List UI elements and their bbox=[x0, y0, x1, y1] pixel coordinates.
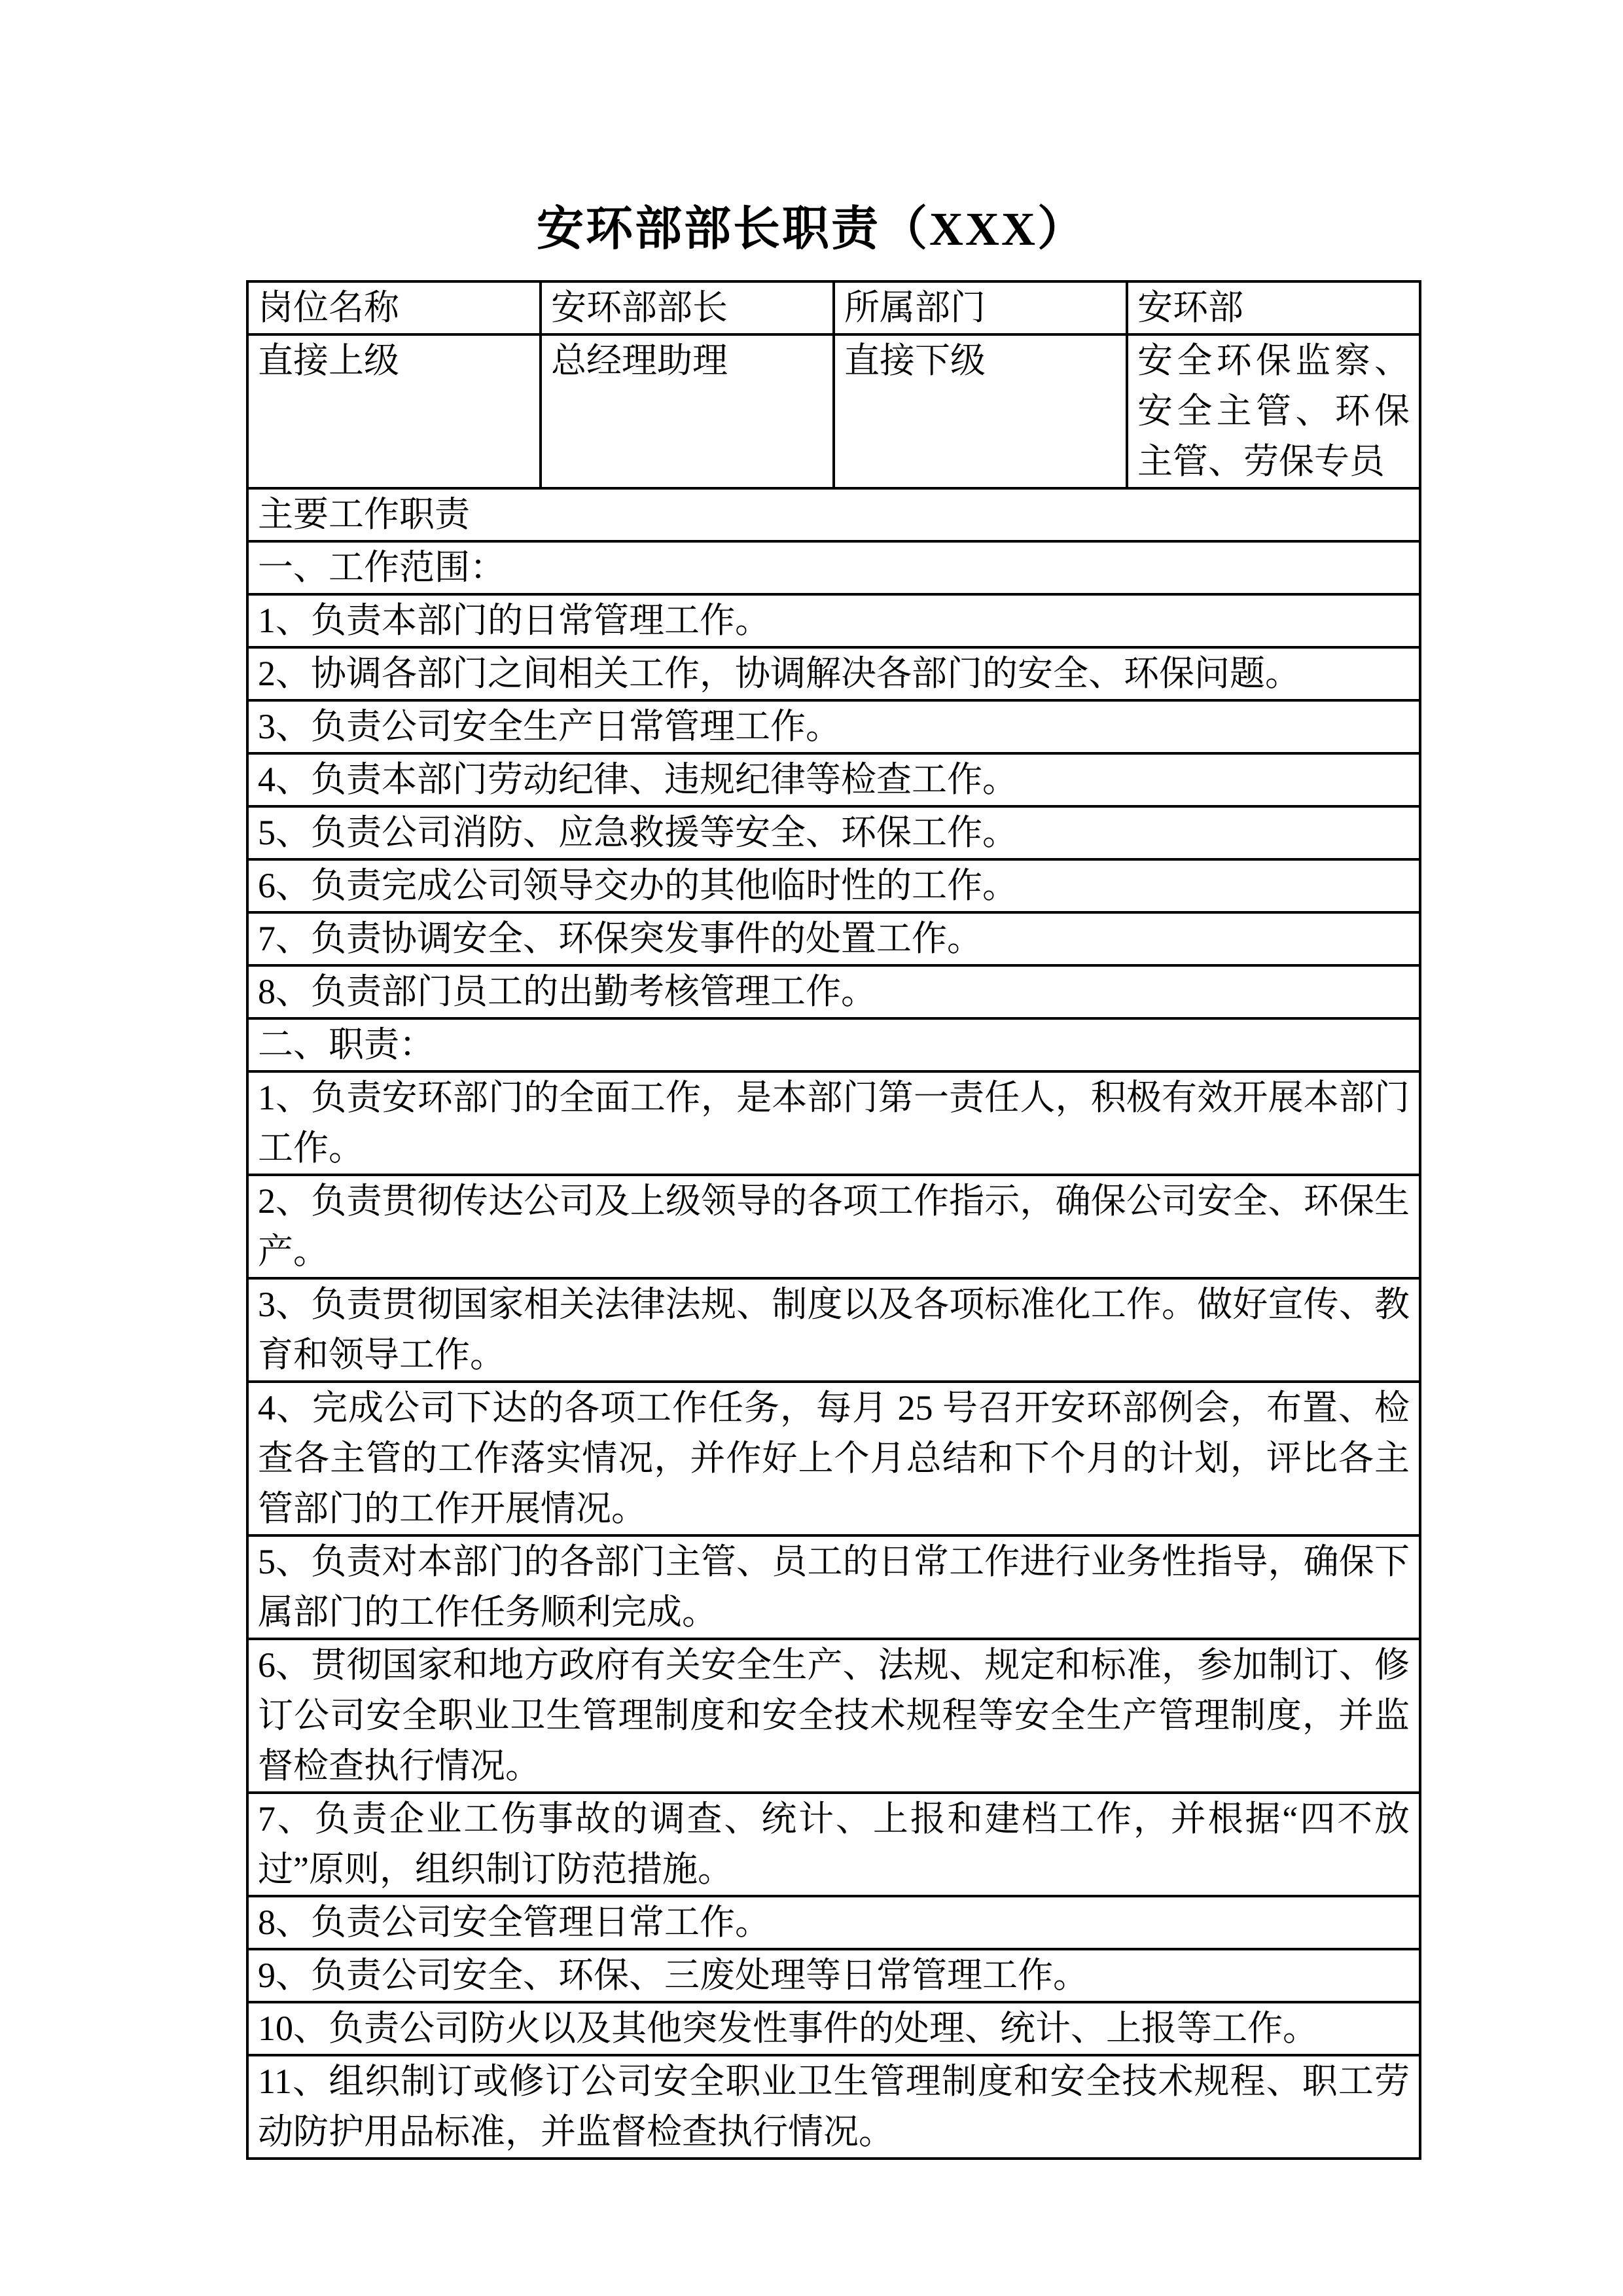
duty-item-row bbox=[247, 1071, 1420, 1175]
duty-item-row bbox=[247, 1793, 1420, 1896]
duty-item-cell: 5、负责对本部门的各部门主管、员工的日常工作进行业务性指导，确保下属部门的工作任务顺利完成。 bbox=[247, 1535, 1420, 1639]
info-row bbox=[247, 334, 1420, 488]
duty-item-cell: 4、完成公司下达的各项工作任务，每月 25 号召开安环部例会，布置、检查各主管的工作落实情况，并作好上个月总结和下个月的计划，评比各主管部门的工作开展情况。 bbox=[247, 1382, 1420, 1535]
duty-item-cell: 3、负责公司安全生产日常管理工作。 bbox=[247, 700, 1420, 753]
duty-item-row bbox=[247, 912, 1420, 965]
duty-item-cell: 9、负责公司安全、环保、三废处理等日常管理工作。 bbox=[247, 1949, 1420, 2002]
document-title: 安环部部长职责（XXX） bbox=[537, 203, 1086, 255]
duty-item-row bbox=[247, 594, 1420, 647]
duty-item-cell: 1、负责本部门的日常管理工作。 bbox=[247, 594, 1420, 647]
section-header-row bbox=[247, 488, 1420, 541]
info-value-cell: 安全环保监察、安全主管、环保主管、劳保专员 bbox=[1127, 334, 1420, 488]
duty-item-cell: 2、协调各部门之间相关工作，协调解决各部门的安全、环保问题。 bbox=[247, 647, 1420, 700]
duty-item-row bbox=[247, 1175, 1420, 1278]
duty-item-cell: 8、负责部门员工的出勤考核管理工作。 bbox=[247, 965, 1420, 1018]
duty-item-cell: 10、负责公司防火以及其他突发性事件的处理、统计、上报等工作。 bbox=[247, 2002, 1420, 2055]
info-row bbox=[247, 281, 1420, 334]
info-label-cell: 岗位名称 bbox=[247, 281, 541, 334]
section-heading-cell: 一、工作范围： bbox=[247, 541, 1420, 594]
info-value-cell: 安环部部长 bbox=[541, 281, 834, 334]
duty-item-cell: 5、负责公司消防、应急救援等安全、环保工作。 bbox=[247, 806, 1420, 859]
duty-item-cell: 11、组织制订或修订公司安全职业卫生管理制度和安全技术规程、职工劳动防护用品标准，并监督检查执行情况。 bbox=[247, 2055, 1420, 2159]
duty-item-row bbox=[247, 2002, 1420, 2055]
duty-item-row bbox=[247, 1639, 1420, 1793]
duty-item-row bbox=[247, 1382, 1420, 1535]
duty-item-row bbox=[247, 2055, 1420, 2159]
info-value-cell: 总经理助理 bbox=[541, 334, 834, 488]
duty-item-cell: 2、负责贯彻传达公司及上级领导的各项工作指示，确保公司安全、环保生产。 bbox=[247, 1175, 1420, 1278]
duty-item-row bbox=[247, 753, 1420, 806]
job-duty-table-body bbox=[247, 281, 1420, 2159]
duty-item-cell: 4、负责本部门劳动纪律、违规纪律等检查工作。 bbox=[247, 753, 1420, 806]
duty-item-row bbox=[247, 700, 1420, 753]
duty-item-row bbox=[247, 859, 1420, 912]
duty-item-row bbox=[247, 806, 1420, 859]
duty-item-cell: 6、贯彻国家和地方政府有关安全生产、法规、规定和标准，参加制订、修订公司安全职业卫生管理制度和安全技术规程等安全生产管理制度，并监督检查执行情况。 bbox=[247, 1639, 1420, 1793]
info-label-cell: 所属部门 bbox=[834, 281, 1127, 334]
duty-item-row bbox=[247, 1949, 1420, 2002]
duty-item-cell: 1、负责安环部门的全面工作，是本部门第一责任人，积极有效开展本部门工作。 bbox=[247, 1071, 1420, 1175]
info-label-cell: 直接上级 bbox=[247, 334, 541, 488]
duty-item-cell: 6、负责完成公司领导交办的其他临时性的工作。 bbox=[247, 859, 1420, 912]
duty-item-row bbox=[247, 647, 1420, 700]
duty-item-cell: 7、负责协调安全、环保突发事件的处置工作。 bbox=[247, 912, 1420, 965]
job-duty-table bbox=[246, 280, 1421, 2160]
info-value-cell: 安环部 bbox=[1127, 281, 1420, 334]
section-header-cell: 主要工作职责 bbox=[247, 488, 1420, 541]
info-label-cell: 直接下级 bbox=[834, 334, 1127, 488]
section-heading-cell: 二、职责： bbox=[247, 1018, 1420, 1071]
duty-item-row bbox=[247, 1896, 1420, 1949]
section-heading-row bbox=[247, 1018, 1420, 1071]
duty-item-row bbox=[247, 1278, 1420, 1382]
duty-item-row bbox=[247, 965, 1420, 1018]
duty-item-cell: 7、负责企业工伤事故的调查、统计、上报和建档工作，并根据“四不放过”原则，组织制订防范措施。 bbox=[247, 1793, 1420, 1896]
duty-item-cell: 8、负责公司安全管理日常工作。 bbox=[247, 1896, 1420, 1949]
duty-item-cell: 3、负责贯彻国家相关法律法规、制度以及各项标准化工作。做好宣传、教育和领导工作。 bbox=[247, 1278, 1420, 1382]
section-heading-row bbox=[247, 541, 1420, 594]
duty-item-row bbox=[247, 1535, 1420, 1639]
